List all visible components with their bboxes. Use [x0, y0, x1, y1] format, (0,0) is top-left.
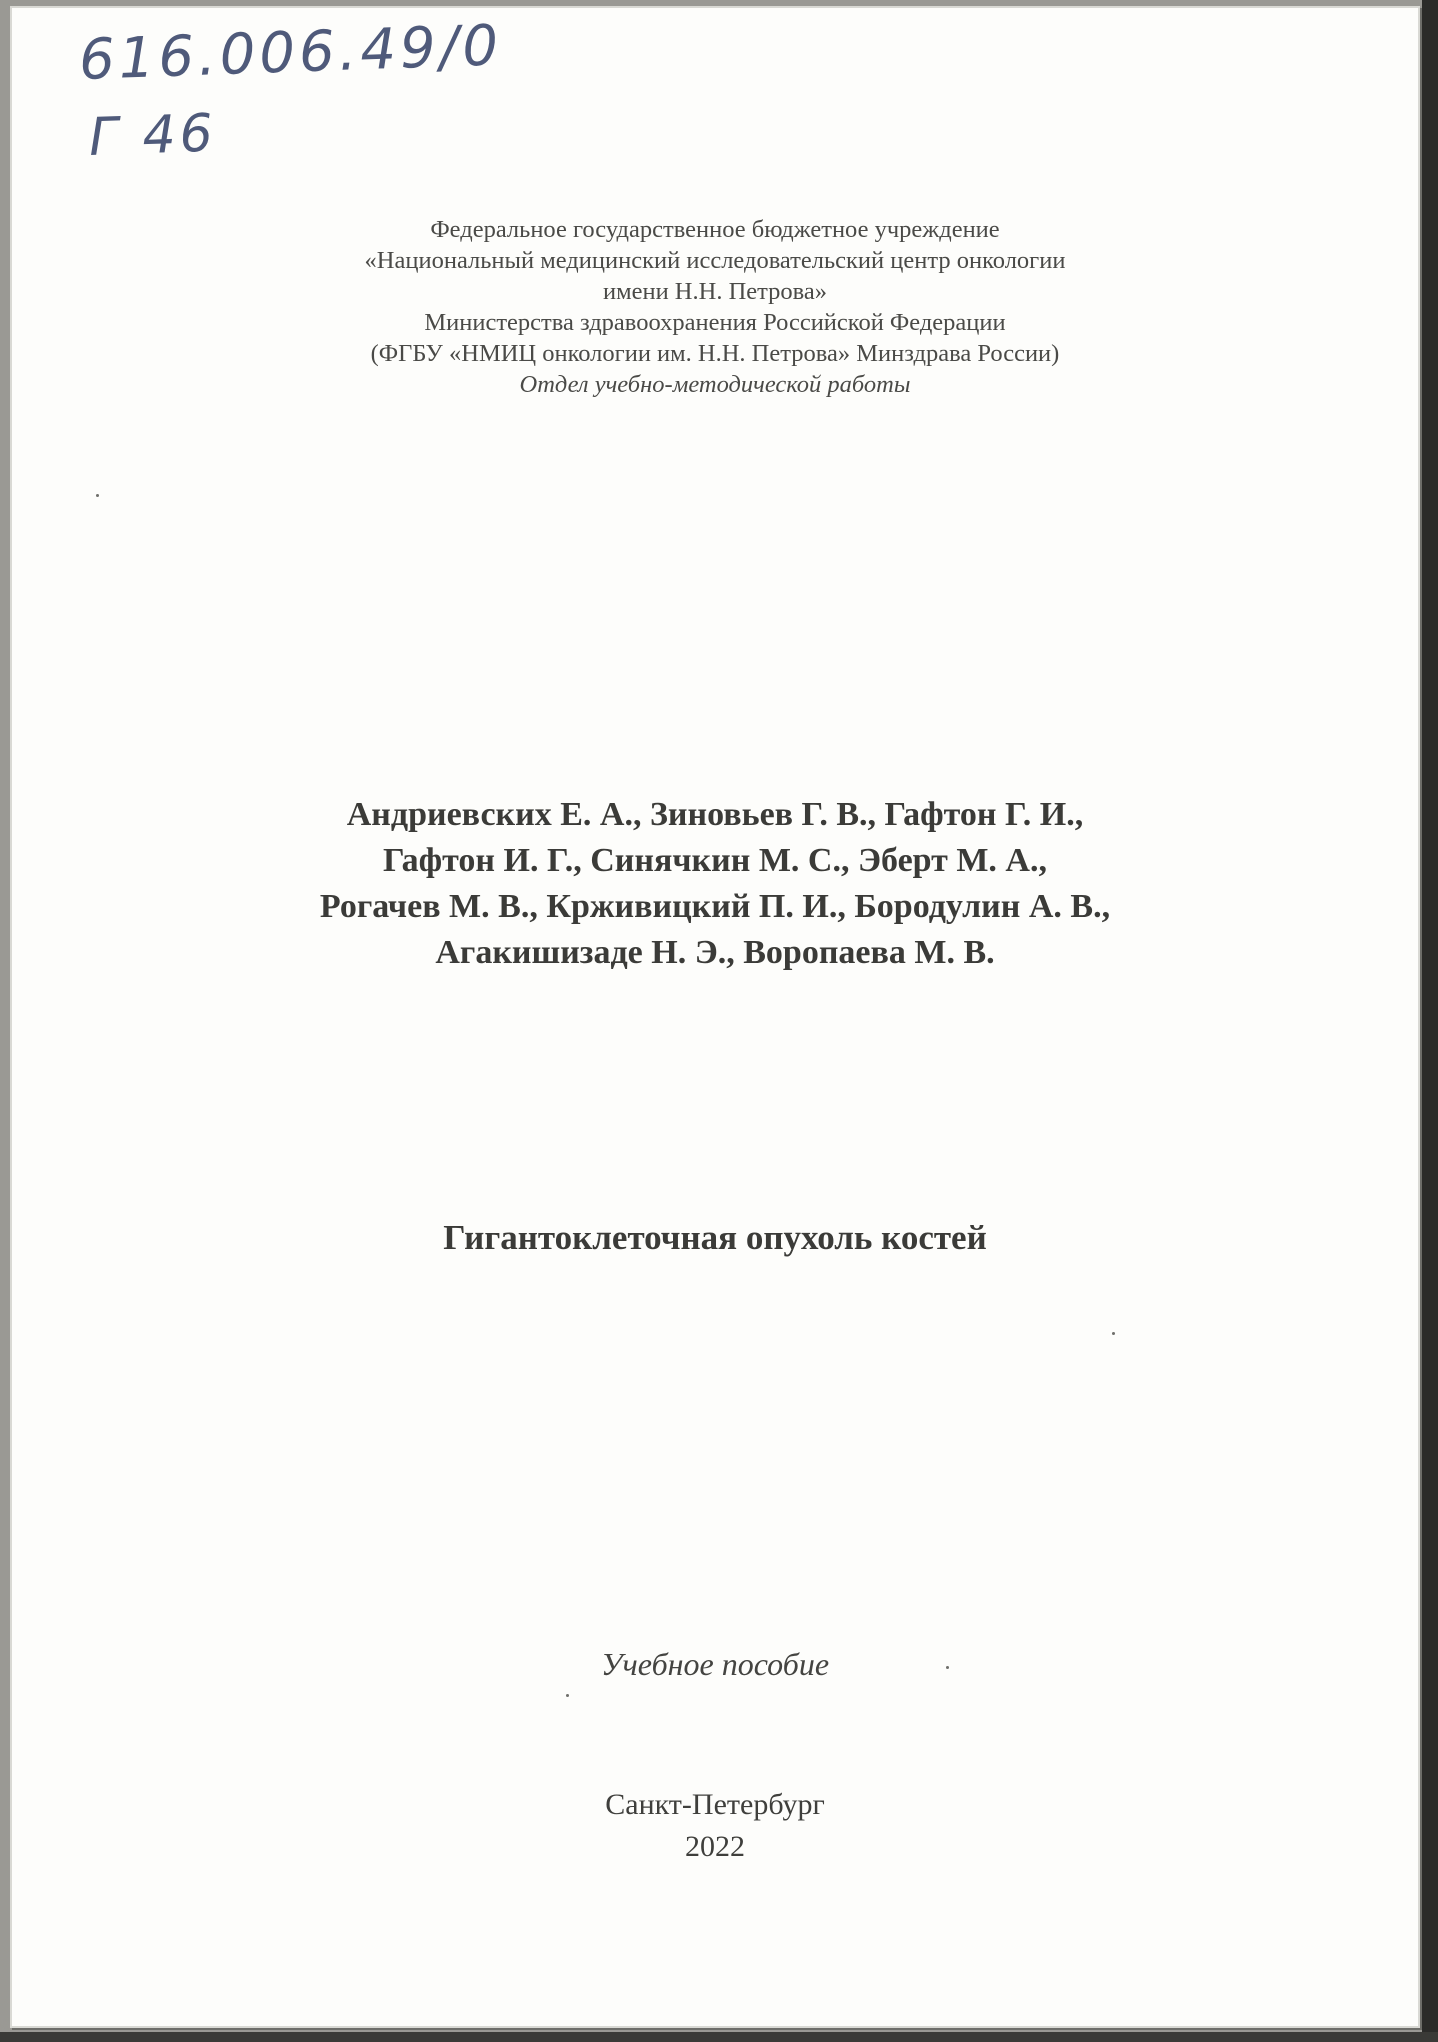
- authors-line: Рогачев М. В., Крживицкий П. И., Бородулин А. В.,: [319, 888, 1111, 925]
- authors-line: Агакишизаде Н. Э., Воропаева М. В.: [435, 934, 995, 971]
- scan-edge-bottom: [0, 2032, 1438, 2042]
- scan-speck: [1112, 1332, 1115, 1335]
- authors-line: Андриевских Е. А., Зиновьев Г. В., Гафтон Г. И.,: [346, 796, 1084, 833]
- handwritten-classification-code: 616.006.49/0: [78, 13, 504, 93]
- authors-block: [10, 792, 1420, 976]
- publication-type: Учебное пособие: [600, 1646, 830, 1682]
- institution-block: [10, 214, 1420, 400]
- imprint-block: [10, 1784, 1420, 1868]
- scan-speck: [566, 1694, 569, 1697]
- institution-line: имени Н.Н. Петрова»: [602, 278, 828, 305]
- imprint-year: 2022: [685, 1830, 745, 1863]
- book-title: Гигантоклеточная опухоль костей: [443, 1218, 987, 1257]
- imprint-city: Санкт-Петербург: [605, 1788, 825, 1821]
- authors-line: Гафтон И. Г., Синячкин М. С., Эберт М. А.,: [383, 842, 1047, 879]
- department-name: Отдел учебно-методической работы: [519, 371, 911, 398]
- handwritten-shelf-mark: Г 46: [88, 103, 218, 168]
- scan-speck: [946, 1666, 949, 1669]
- scan-edge-right: [1422, 0, 1438, 2042]
- institution-line: Министерства здравоохранения Российской Федерации: [424, 309, 1006, 336]
- institution-line: (ФГБУ «НМИЦ онкологии им. Н.Н. Петрова» Минздрава России): [370, 340, 1060, 367]
- institution-line: Федеральное государственное бюджетное учреждение: [430, 216, 1000, 243]
- scan-speck: [96, 494, 99, 497]
- title-page: [10, 6, 1420, 2028]
- institution-line: «Национальный медицинский исследовательский центр онкологии: [364, 247, 1066, 274]
